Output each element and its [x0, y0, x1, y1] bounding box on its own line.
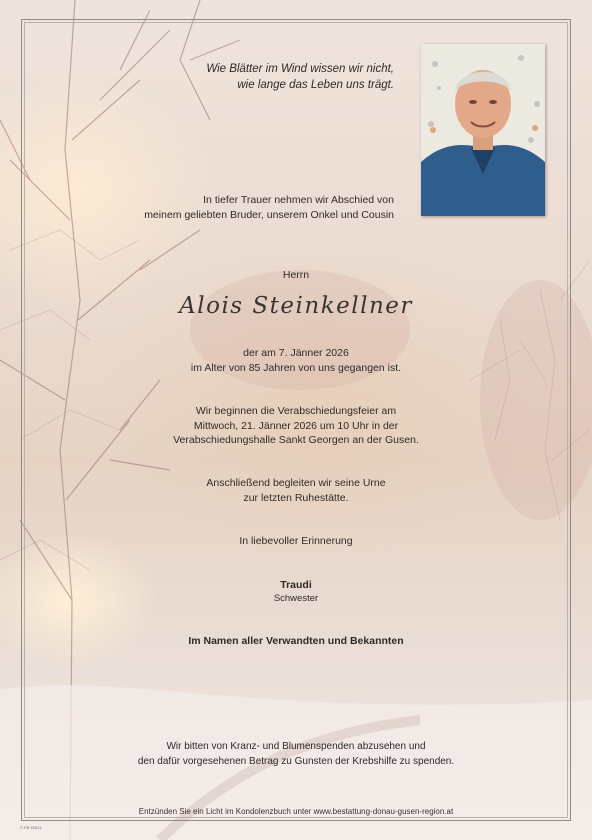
portrait-photo: [421, 44, 545, 216]
death-notice: [0, 346, 592, 375]
donation-line-2: den dafür vorgesehenen Betrag zu Gunsten der Krebshilfe zu spenden.: [137, 755, 455, 767]
mourner-relation: Schwester: [273, 593, 319, 604]
portrait-image: [421, 44, 545, 216]
urn-line-1: Anschließend begleiten wir seine Urne: [206, 477, 386, 489]
quote-line-2: wie lange das Leben uns trägt.: [237, 79, 394, 91]
memory-line: In liebevoller Erinnerung: [239, 535, 353, 547]
donation-request: [0, 740, 592, 769]
quote-line-1: Wie Blätter im Wind wissen wir nicht,: [206, 63, 394, 75]
intro-text: [144, 193, 394, 223]
imprint-code: © PB 65014: [20, 825, 42, 830]
urn-line-2: zur letzten Ruhestätte.: [243, 491, 349, 504]
death-line-1: der am 7. Jänner 2026: [243, 347, 349, 359]
urn-info: [0, 476, 592, 505]
intro-line-1: In tiefer Trauer nehmen wir Abschied von: [203, 194, 394, 206]
deceased-name: Alois Steinkellner: [179, 293, 413, 319]
ceremony-line-1: Wir beginnen die Verabschiedungsfeier am: [195, 405, 397, 417]
condolence-link[interactable]: Entzünden Sie ein Licht im Kondolenzbuch unter www.bestattung-donau-gusen-region.at: [138, 807, 454, 816]
relatives-line: Im Namen aller Verwandten und Bekannten: [188, 635, 404, 647]
quote: [206, 61, 394, 93]
ceremony-line-2: Mittwoch, 21. Jänner 2026 um 10 Uhr in der: [193, 419, 399, 432]
mourner-name: Traudi: [280, 579, 312, 591]
salutation: Herrn: [282, 269, 310, 281]
ceremony-line-3: Verabschiedungshalle Sankt Georgen an der Gusen.: [173, 434, 419, 446]
donation-line-1: Wir bitten von Kranz- und Blumenspenden abzusehen und: [166, 741, 426, 752]
ceremony-info: [0, 404, 592, 448]
intro-line-2: meinem geliebten Bruder, unserem Onkel und Cousin: [144, 209, 394, 221]
death-line-2: im Alter von 85 Jahren von uns gegangen ist.: [190, 361, 402, 374]
